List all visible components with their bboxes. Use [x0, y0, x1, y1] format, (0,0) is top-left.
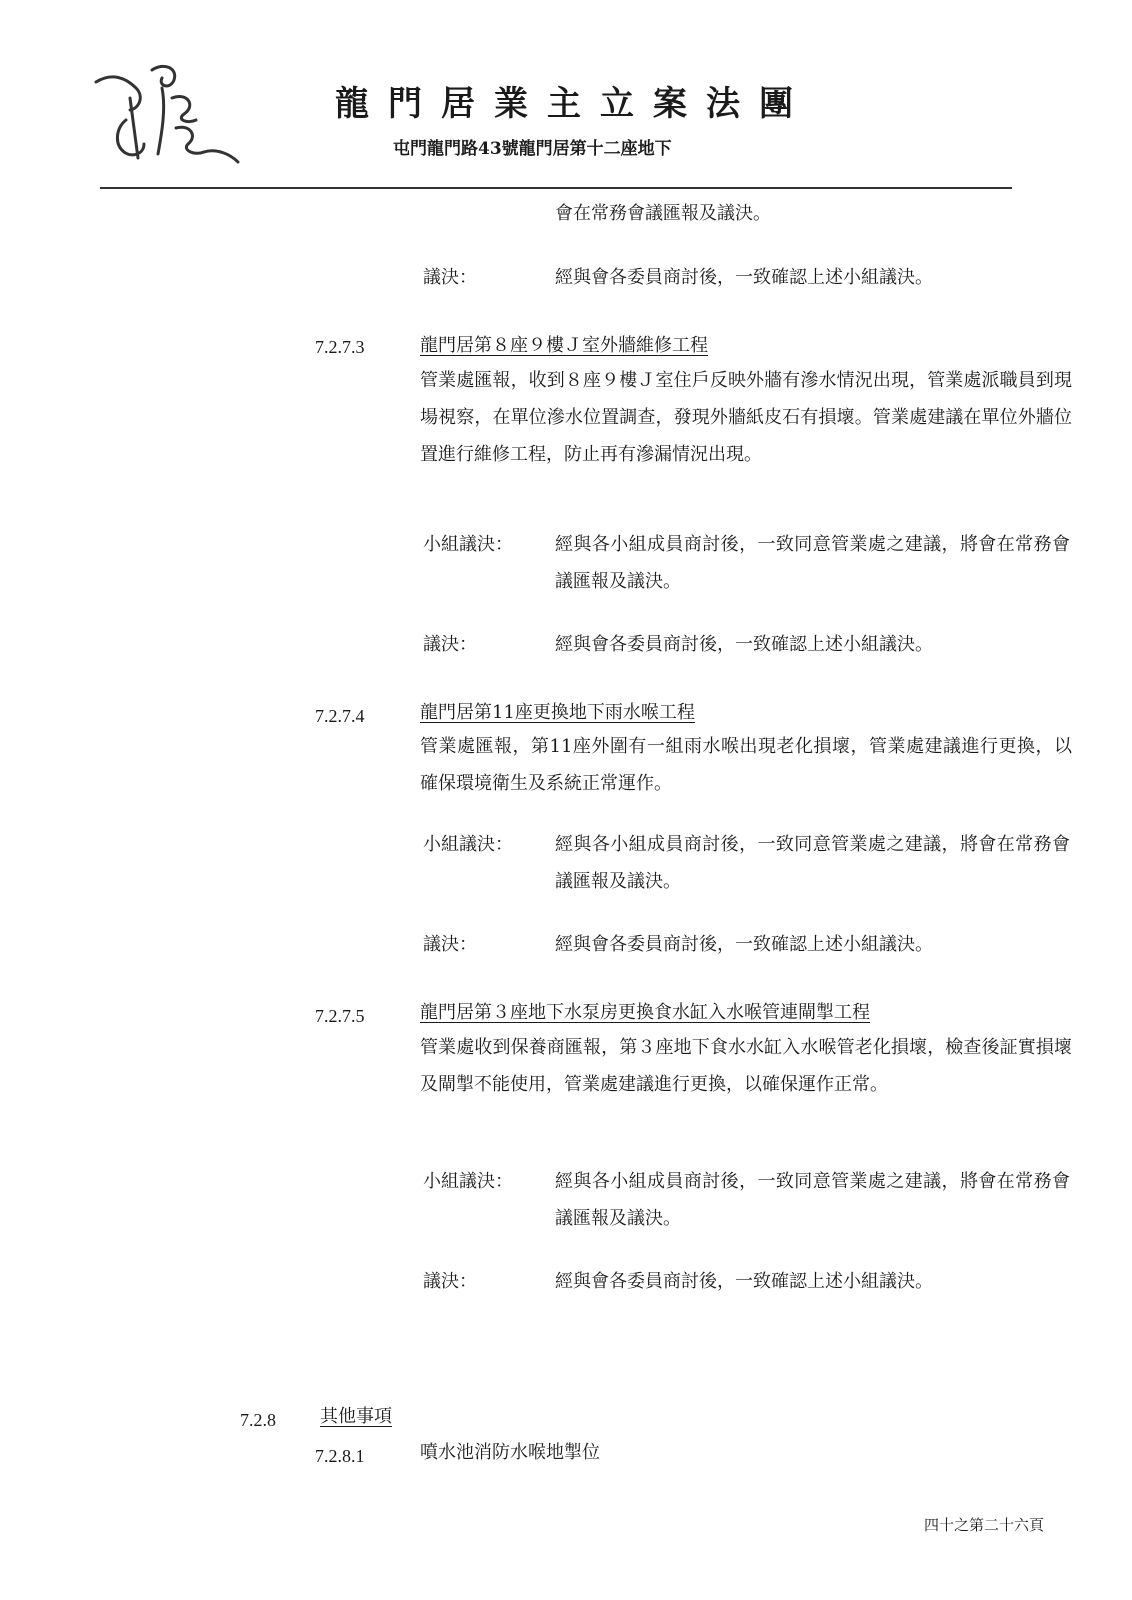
resolution-label: 議決：	[423, 634, 477, 655]
header-divider	[100, 187, 1012, 189]
org-address: 屯門龍門路43號龍門居第十二座地下	[393, 139, 672, 159]
org-name: 龍門居業主立案法團	[335, 84, 812, 124]
resolution-text: 經與會各委員商討後，一致確認上述小組議決。	[555, 267, 933, 288]
resolution-text: 經與會各委員商討後，一致確認上述小組議決。	[555, 1271, 933, 1292]
item-number: 7.2.8.1	[315, 1446, 365, 1466]
item-number: 7.2.7.3	[315, 337, 365, 357]
item-number: 7.2.7.4	[315, 706, 365, 726]
resolution-text: 經與會各委員商討後，一致確認上述小組議決。	[555, 634, 933, 655]
group-resolution-text: 經與各小組成員商討後，一致同意管業處之建議，將會在常務會議匯報及議決。	[555, 1171, 1070, 1229]
section-title: 其他事項	[320, 1406, 392, 1427]
section-number: 7.2.8	[240, 1410, 276, 1430]
item-number: 7.2.7.5	[315, 1006, 365, 1026]
item-title: 噴水池消防水喉地掣位	[420, 1442, 600, 1463]
carryover-text: 會在常務會議匯報及議決。	[555, 203, 771, 224]
group-resolution-label: 小組議決：	[423, 834, 513, 855]
group-resolution-text: 經與各小組成員商討後，一致同意管業處之建議，將會在常務會議匯報及議決。	[555, 834, 1070, 892]
dragon-logo	[92, 58, 242, 170]
item-body: 管業處匯報，第11座外圍有一組雨水喉出現老化損壞，管業處建議進行更換，以確保環境衛生及系統正常運作。	[420, 736, 1072, 794]
page-number: 四十之第二十六頁	[924, 1516, 1045, 1534]
item-body: 管業處匯報，收到８座９樓Ｊ室住戶反映外牆有滲水情況出現，管業處派職員到現場視察，在單位滲水位置調查，發現外牆紙皮石有損壞。管業處建議在單位外牆位置進行維修工程，防止再有滲漏情況出現。	[420, 370, 1072, 465]
resolution-text: 經與會各委員商討後，一致確認上述小組議決。	[555, 934, 933, 955]
resolution-label: 議決：	[423, 1271, 477, 1292]
resolution-label: 議決：	[423, 934, 477, 955]
group-resolution-label: 小組議決：	[423, 1171, 513, 1192]
item-title: 龍門居第３座地下水泵房更換食水缸入水喉管連閘掣工程	[420, 1002, 870, 1023]
item-body: 管業處收到保養商匯報，第３座地下食水水缸入水喉管老化損壞，檢查後証實損壞及閘掣不能使用，管業處建議進行更換，以確保運作正常。	[420, 1037, 1072, 1095]
group-resolution-label: 小組議決：	[423, 534, 513, 555]
item-title: 龍門居第８座９樓Ｊ室外牆維修工程	[420, 335, 708, 356]
group-resolution-text: 經與各小組成員商討後，一致同意管業處之建議，將會在常務會議匯報及議決。	[555, 534, 1070, 592]
item-title: 龍門居第11座更換地下雨水喉工程	[420, 702, 695, 723]
resolution-label: 議決：	[423, 267, 477, 288]
